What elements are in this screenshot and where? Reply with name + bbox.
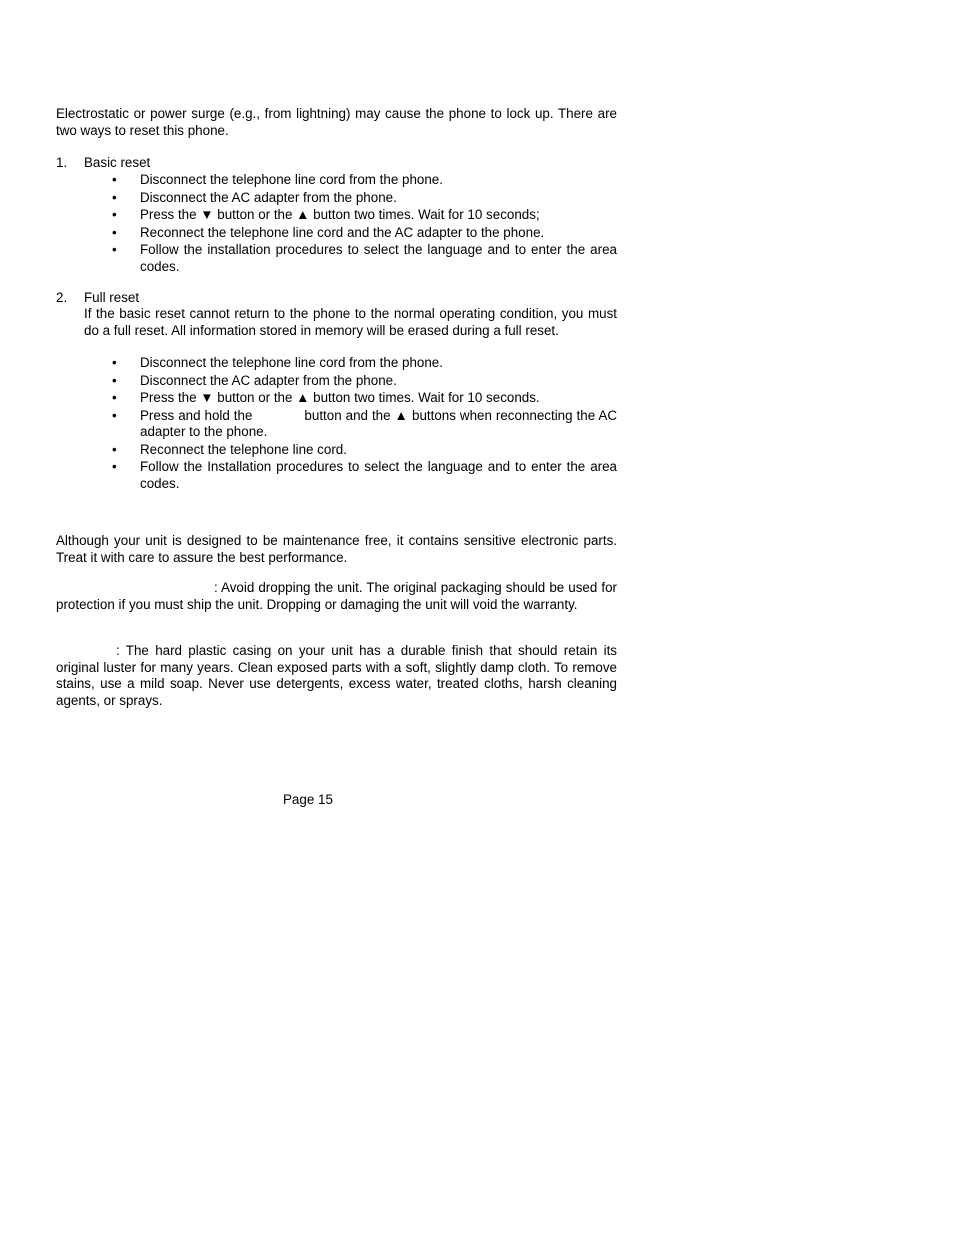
full-reset-label: Full reset xyxy=(84,290,140,305)
step-text: Disconnect the AC adapter from the phone. xyxy=(140,189,397,205)
bullet-icon: • xyxy=(112,242,117,257)
cleaning-paragraph: : The hard plastic casing on your unit has a durable finish that should retain its original luster for many years. Clean exposed parts with a soft, slightly damp cloth. To remove stains, use a mild soap. Never use detergents, excess water, treated cloths, harsh cleaning agents, or sprays. xyxy=(56,643,617,708)
list-item xyxy=(84,190,617,207)
step-text: Disconnect the telephone line cord from the phone. xyxy=(140,172,443,187)
list-item xyxy=(84,225,617,242)
bullet-icon: • xyxy=(112,355,117,370)
full-reset-description: If the basic reset cannot return to the phone to the normal operating condition, you must do a full reset. All information stored in memory will be erased during a full reset. xyxy=(84,306,617,338)
list-item xyxy=(84,442,617,459)
list-item xyxy=(84,459,617,492)
list-item xyxy=(84,408,617,441)
step-text: Disconnect the telephone line cord from the phone. xyxy=(140,355,443,370)
bullet-icon: • xyxy=(112,390,117,405)
bullet-icon: • xyxy=(112,207,117,222)
reset-intro-paragraph: Electrostatic or power surge (e.g., from lightning) may cause the phone to lock up. There are two ways to reset this phone. xyxy=(56,106,617,138)
basic-reset-label: Basic reset xyxy=(84,155,151,170)
page-number: Page 15 xyxy=(283,792,333,807)
list-item xyxy=(84,242,617,275)
basic-reset-number: 1. xyxy=(56,155,68,170)
step-text: Disconnect the AC adapter from the phone. xyxy=(140,372,397,388)
full-reset-number: 2. xyxy=(56,290,68,305)
basic-reset-heading xyxy=(56,155,617,172)
step-text: Press the ▼ button or the ▲ button two times. Wait for 10 seconds; xyxy=(140,207,540,222)
bullet-icon: • xyxy=(112,407,117,423)
full-reset-steps xyxy=(84,355,617,493)
list-item xyxy=(84,207,617,224)
maintenance-intro-paragraph: Although your unit is designed to be maintenance free, it contains sensitive electronic parts. Treat it with care to assure the best performance. xyxy=(56,533,617,565)
bullet-icon: • xyxy=(112,189,117,205)
bullet-icon: • xyxy=(112,224,117,240)
step-text: Follow the installation procedures to select the language and to enter the area codes. xyxy=(140,242,617,274)
basic-reset-steps xyxy=(84,172,617,276)
handling-paragraph: : Avoid dropping the unit. The original packaging should be used for protection if you must ship the unit. Dropping or damaging the unit will void the warranty. xyxy=(56,580,617,612)
step-text: Reconnect the telephone line cord. xyxy=(140,441,347,457)
step-text-end: button and the ▲ buttons when reconnecting the AC adapter to the phone. xyxy=(140,407,617,439)
bullet-icon: • xyxy=(112,372,117,388)
bullet-icon: • xyxy=(112,459,117,474)
list-item xyxy=(84,390,617,407)
bullet-icon: • xyxy=(112,172,117,187)
step-text: Press the ▼ button or the ▲ button two times. Wait for 10 seconds. xyxy=(140,390,540,405)
step-text-start: Press and hold the xyxy=(140,407,253,423)
list-item xyxy=(84,172,617,189)
step-text: Follow the Installation procedures to select the language and to enter the area codes. xyxy=(140,459,617,491)
list-item xyxy=(84,355,617,372)
list-item xyxy=(84,373,617,390)
bullet-icon: • xyxy=(112,441,117,457)
full-reset-heading xyxy=(56,290,617,307)
step-text: Reconnect the telephone line cord and the AC adapter to the phone. xyxy=(140,224,545,240)
